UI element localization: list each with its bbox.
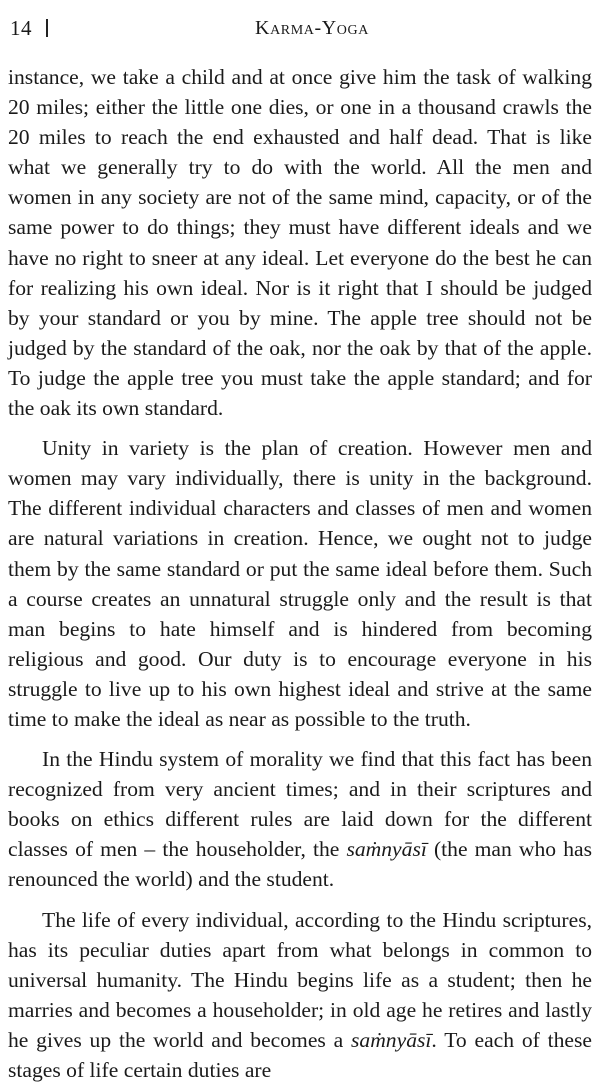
paragraph-3-text-b: (the man who has renounced the world) and the student. <box>8 837 592 892</box>
page-number: 14 <box>10 16 32 40</box>
term-samnyasi: saṁnyāsī <box>351 1027 432 1052</box>
running-title: Karma-Yoga <box>255 17 369 39</box>
paragraph-2-text: Unity in variety is the plan of creation. However men and women may vary individually, there is unity in the background. The different individual characters and classes of men and women are natural variations in creation. Hence, we ought not to judge them by the same standard or put the same ideal before them. Such a course creates an unnatural struggle only and the result is that man begins to hate himself and is hindered from becoming religious and good. Our duty is to encourage everyone in his struggle to live up to his own highest ideal and strive at the same time to make the ideal as near as possible to the truth. <box>8 436 592 731</box>
paragraph-1 <box>8 62 592 423</box>
page-header <box>8 0 592 52</box>
book-page <box>8 0 592 1082</box>
paragraph-3-text-a: In the Hindu system of morality we find that this fact has been recognized from very ancient times; and in their scriptures and books on ethics different rules are laid down for the different classes of men – the householder, the <box>8 747 592 862</box>
paragraph-2 <box>8 433 592 734</box>
paragraph-4-text-a: The life of every individual, according to the Hindu scriptures, has its peculiar duties apart from what belongs in common to universal humanity. The Hindu begins life as a student; then he marries and becomes a householder; in old age he retires and lastly he gives up the world and becomes a <box>8 907 592 1052</box>
body-text <box>8 62 592 1085</box>
term-samnyasi: saṁnyāsī <box>346 837 427 862</box>
paragraph-1-text: instance, we take a child and at once give him the task of walking 20 miles; either the little one dies, or one in a thousand crawls the 20 miles to reach the end exhausted and half dead. That is like what we generally try to do with the world. All the men and women in any society are not of the same mind, capacity, or of the same power to do things; they must have different ideals and we have no right to sneer at any ideal. Let everyone do the best he can for realizing his own ideal. Nor is it right that I should be judged by your standard or you by mine. The apple tree should not be judged by the standard of the oak, nor the oak by that of the apple. To judge the apple tree you must take the apple standard; and for the oak its own standard. <box>8 65 592 421</box>
paragraph-3 <box>8 744 592 894</box>
paragraph-4 <box>8 905 592 1085</box>
paragraph-4-text-b: . To each of these stages of life certain duties are <box>8 1027 592 1082</box>
